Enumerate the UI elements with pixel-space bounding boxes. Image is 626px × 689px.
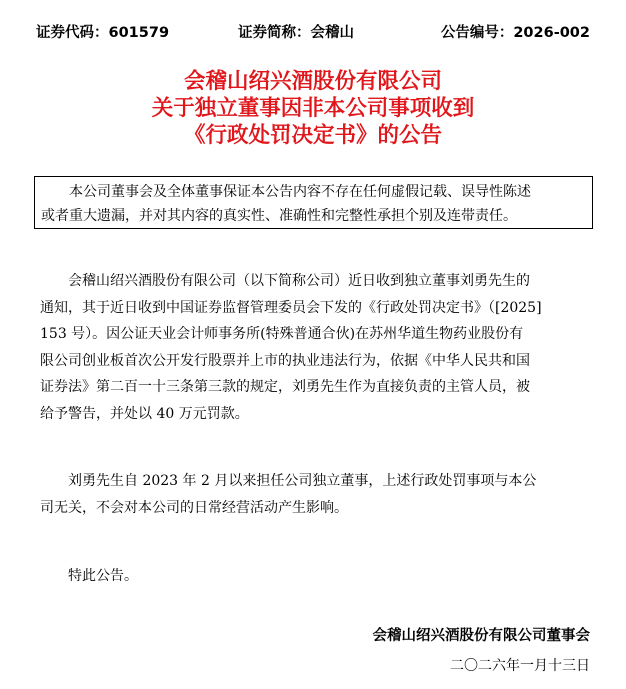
body-paragraph-1 <box>40 268 592 428</box>
stock-code: 证券代码：601579 <box>36 25 170 41</box>
signature-company: 会稽山绍兴酒股份有限公司董事会 <box>372 628 590 644</box>
paragraph-line: 证券法》第二百一十三条第三款的规定，刘勇先生作为直接负责的主管人员，被 <box>40 379 530 396</box>
notice-line-1: 本公司董事会及全体董事保证本公告内容不存在任何虚假记载、误导性陈述 <box>69 184 531 200</box>
title-line-3: 《行政处罚决定书》的公告 <box>183 123 442 148</box>
title-line-2: 关于独立董事因非本公司事项收到 <box>151 96 475 121</box>
paragraph-line: 刘勇先生自 2023 年 2 月以来担任公司独立董事，上述行政处罚事项与本公 <box>68 473 537 489</box>
paragraph-line: 153 号）。因公证天业会计师事务所(特殊普通合伙)在苏州华道生物药业股份有 <box>40 326 524 343</box>
signature-date: 二〇二六年一月十三日 <box>450 658 590 674</box>
body-paragraph-2 <box>40 468 592 521</box>
stock-abbreviation: 证券简称：会稽山 <box>238 25 354 41</box>
body-paragraph-3 <box>40 563 592 590</box>
paragraph-line: 给予警告，并处以 40 万元罚款。 <box>40 405 249 422</box>
announcement-number: 公告编号：2026-002 <box>440 25 590 41</box>
announcement-header <box>0 22 626 44</box>
title-line-1: 会稽山绍兴酒股份有限公司 <box>183 69 442 94</box>
notice-line-2: 或者重大遗漏，并对其内容的真实性、准确性和完整性承担个别及连带责任。 <box>41 208 517 224</box>
paragraph-line: 限公司创业板首次公开发行股票并上市的执业违法行为，依据《中华人民共和国 <box>40 352 530 369</box>
paragraph-line: 通知，其于近日收到中国证券监督管理委员会下发的《行政处罚决定书》（[2025] <box>40 299 542 316</box>
paragraph-line: 会稽山绍兴酒股份有限公司（以下简称公司）近日收到独立董事刘勇先生的 <box>68 273 530 289</box>
board-guarantee-notice <box>34 176 593 229</box>
closing-statement: 特此公告。 <box>68 568 138 584</box>
announcement-title <box>0 68 626 149</box>
paragraph-line: 司无关，不会对本公司的日常经营活动产生影响。 <box>40 499 348 516</box>
